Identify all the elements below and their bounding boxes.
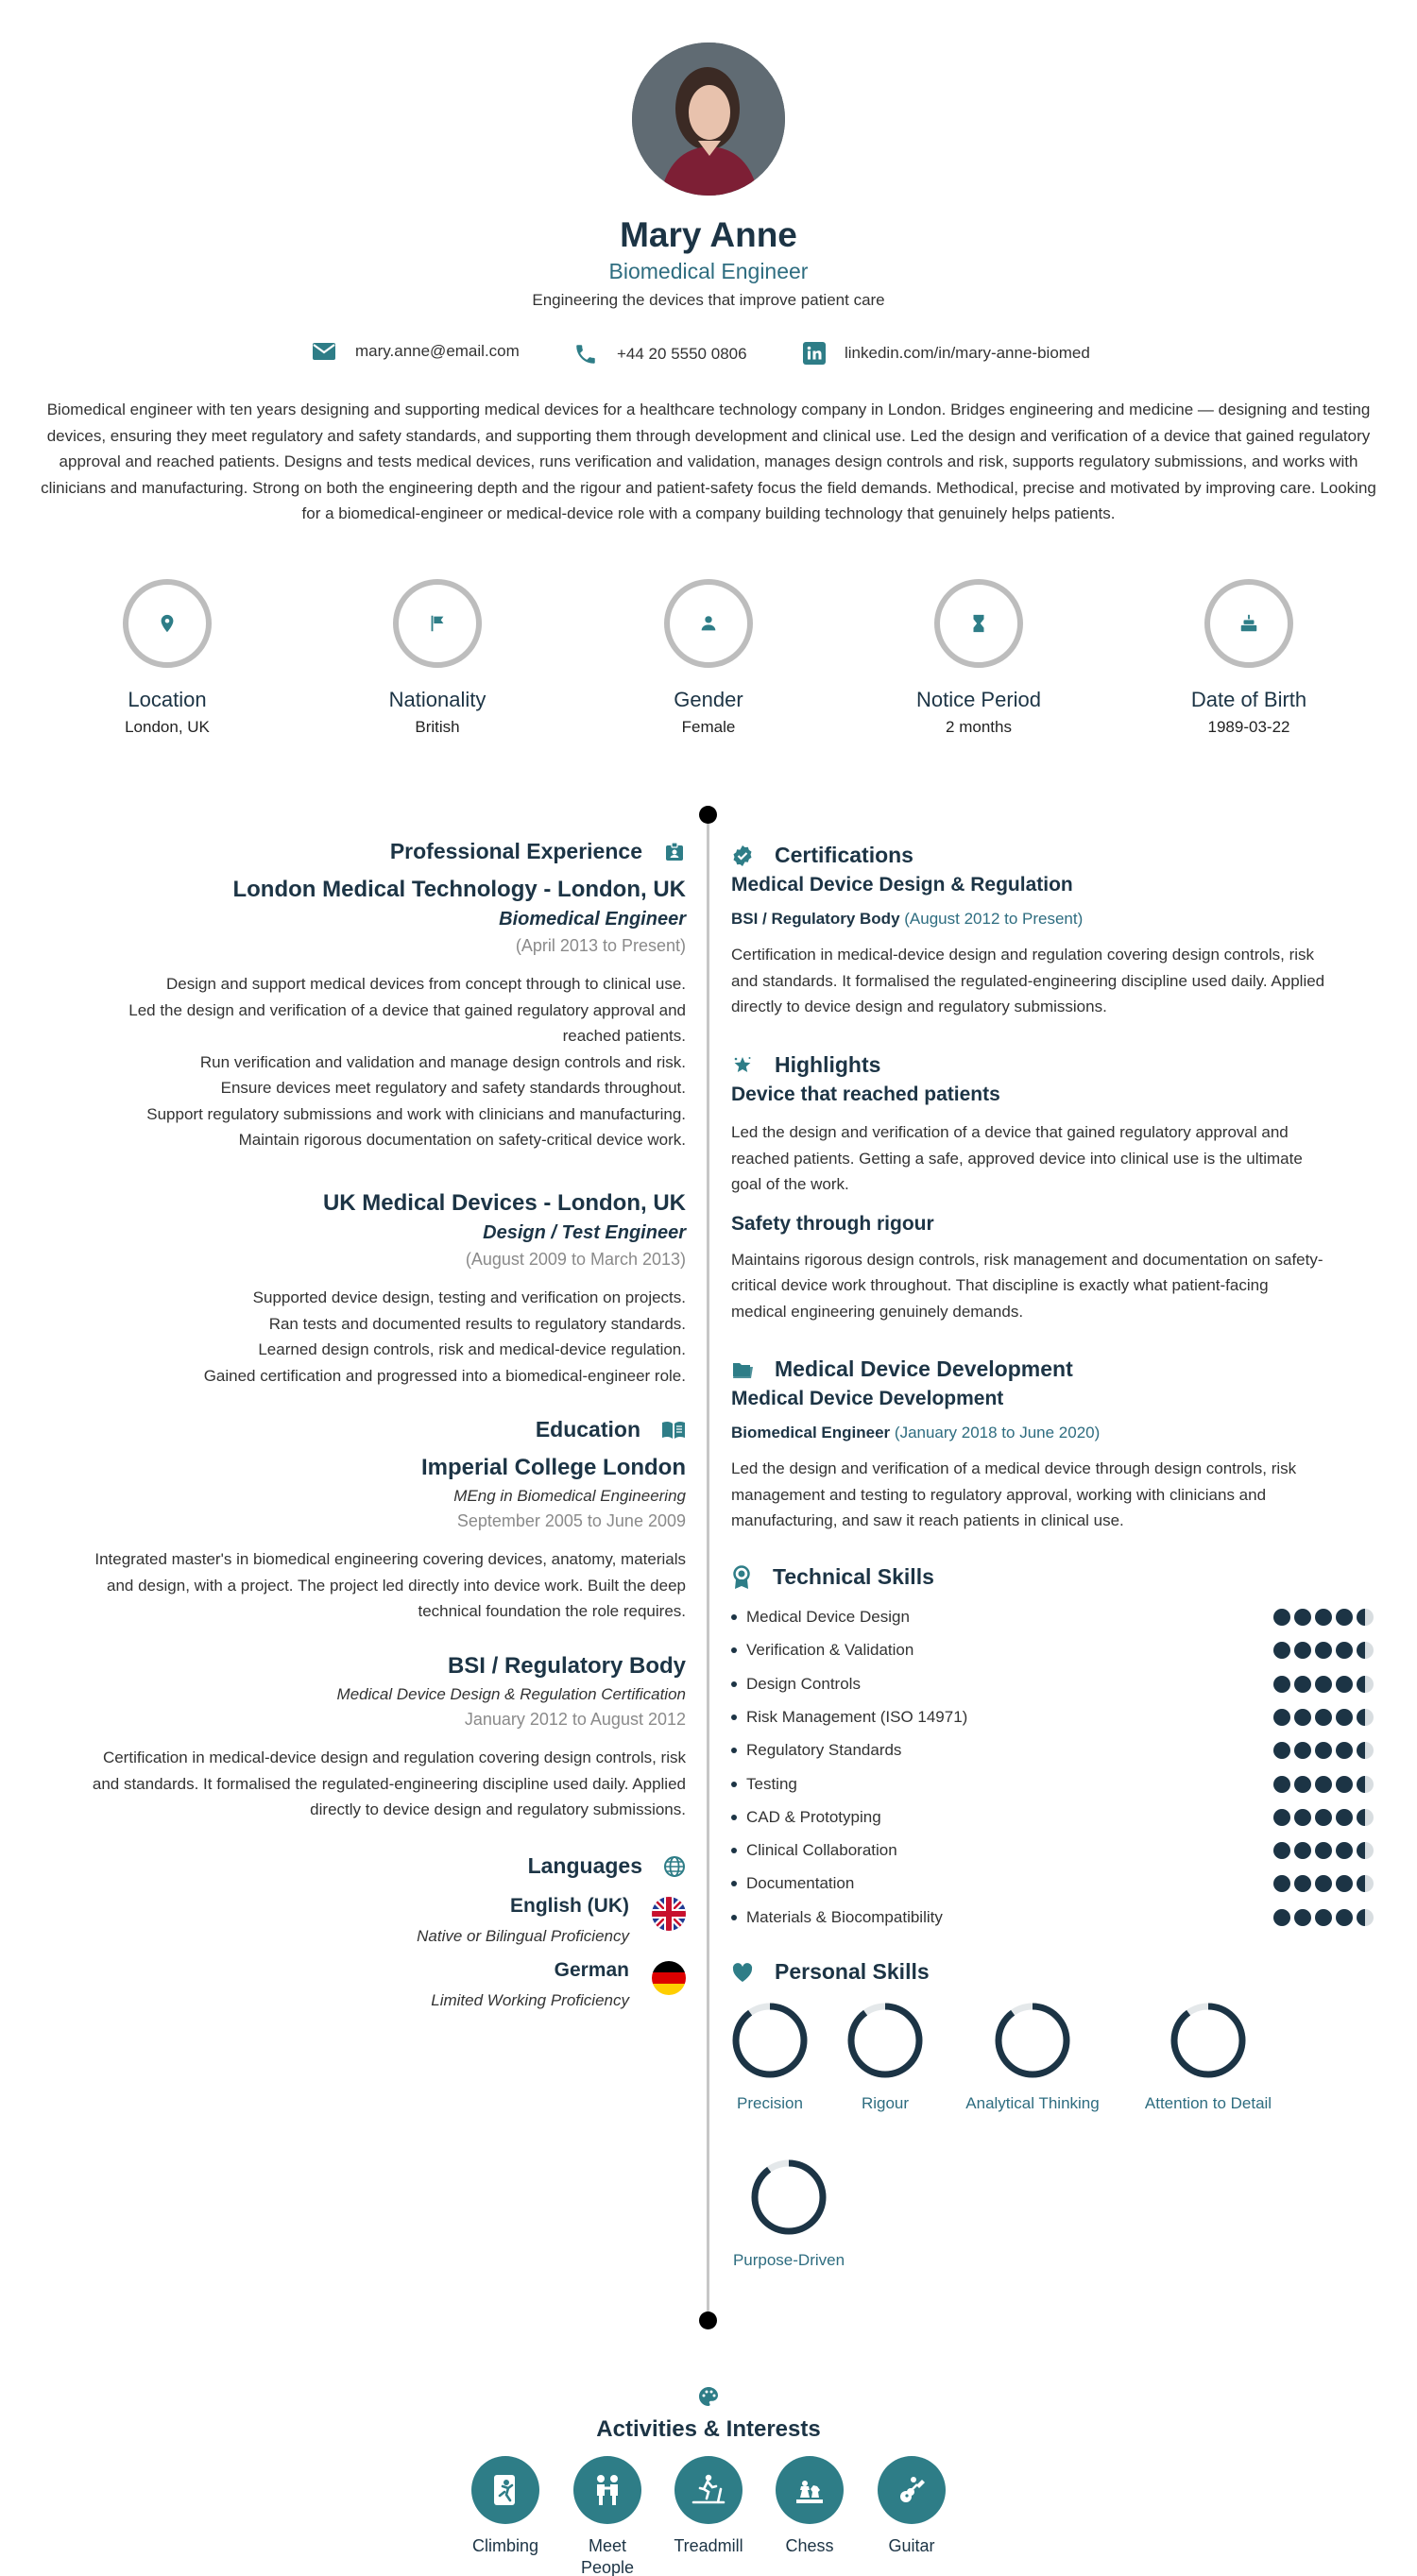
job-description bbox=[38, 971, 686, 1153]
highlight-line: Led the design and verification of a device that gained regulatory approval and bbox=[731, 1123, 1289, 1141]
treadmill-icon bbox=[690, 2471, 727, 2509]
interest-label: Climbing bbox=[471, 2536, 539, 2555]
job-line: Design and support medical devices from concept through to clinical use. bbox=[166, 975, 686, 993]
uk-flag-icon bbox=[652, 1897, 686, 1931]
rating-dot bbox=[1273, 1676, 1290, 1693]
skill-rating bbox=[1270, 1709, 1374, 1726]
personal-skills-list bbox=[731, 2001, 1374, 2284]
rating-dot bbox=[1336, 1809, 1353, 1826]
rating-dot bbox=[1315, 1742, 1332, 1759]
section-title: Personal Skills bbox=[775, 1959, 930, 1984]
education-line: and design, with a project. The project led directly into device work. Built the deep bbox=[107, 1576, 686, 1595]
skill-row bbox=[731, 1639, 1374, 1662]
personal-skill-item bbox=[943, 2001, 1122, 2113]
info-value: 2 months bbox=[946, 718, 1012, 736]
skill-name: Regulatory Standards bbox=[746, 1741, 902, 1760]
rating-dot bbox=[1273, 1609, 1290, 1626]
candidate-tagline: Engineering the devices that improve patient care bbox=[532, 291, 885, 309]
rating-dot bbox=[1273, 1909, 1290, 1926]
skill-rating bbox=[1270, 1842, 1374, 1859]
info-circle bbox=[934, 579, 1023, 668]
info-location bbox=[73, 579, 262, 737]
rating-dot bbox=[1357, 1742, 1374, 1759]
rating-dot bbox=[1273, 1875, 1290, 1892]
personal-skill-item bbox=[828, 2001, 942, 2113]
candidate-title: Biomedical Engineer bbox=[608, 259, 809, 283]
phone-text: +44 20 5550 0806 bbox=[617, 345, 747, 363]
interest-item bbox=[565, 2456, 650, 2576]
certification-dates: (August 2012 to Present) bbox=[904, 910, 1084, 928]
skill-name: Documentation bbox=[746, 1874, 855, 1893]
interest-label: Guitar bbox=[888, 2536, 935, 2555]
rating-dot bbox=[1336, 1709, 1353, 1726]
folder-icon bbox=[731, 1359, 754, 1380]
technical-skills-section bbox=[731, 1564, 1374, 1590]
info-date-of-birth bbox=[1154, 579, 1343, 737]
interest-item bbox=[463, 2456, 548, 2557]
rating-dot bbox=[1315, 1909, 1332, 1926]
highlight-title: Safety through rigour bbox=[731, 1212, 934, 1235]
education-line: Certification in medical-device design and regulation covering design controls, risk bbox=[102, 1749, 686, 1766]
personal-skill-label: Attention to Detail bbox=[1144, 2094, 1272, 2112]
job-entry bbox=[38, 1190, 686, 1389]
rating-dot bbox=[1357, 1642, 1374, 1659]
rating-dot bbox=[1336, 1776, 1353, 1793]
bullet bbox=[731, 1614, 737, 1620]
location-pin-icon bbox=[157, 613, 178, 634]
certification-issuer: BSI / Regulatory Body bbox=[731, 910, 900, 928]
info-circle bbox=[1204, 579, 1293, 668]
rating-dot bbox=[1336, 1609, 1353, 1626]
skill-rating bbox=[1270, 1909, 1374, 1926]
rating-dot bbox=[1294, 1842, 1311, 1859]
rating-dot bbox=[1294, 1809, 1311, 1826]
personal-skill-item bbox=[1118, 2001, 1298, 2113]
rating-dot bbox=[1315, 1875, 1332, 1892]
info-label: Notice Period bbox=[915, 688, 1042, 711]
rating-dot bbox=[1357, 1809, 1374, 1826]
ring-progress bbox=[999, 2006, 1067, 2074]
bullet bbox=[731, 1647, 737, 1653]
germany-flag-icon bbox=[652, 1961, 686, 1995]
email-text: mary.anne@email.com bbox=[355, 342, 520, 360]
skill-row bbox=[731, 1806, 1374, 1829]
skill-row bbox=[731, 1872, 1374, 1895]
highlights-section bbox=[731, 1052, 1374, 1324]
language-name: English (UK) bbox=[510, 1895, 629, 1917]
education-degree: MEng in Biomedical Engineering bbox=[453, 1487, 686, 1505]
section-title: Professional Experience bbox=[389, 839, 642, 863]
chess-icon bbox=[791, 2471, 828, 2509]
job-description bbox=[38, 1285, 686, 1389]
certification-title: Medical Device Design & Regulation bbox=[731, 874, 1073, 896]
personal-skill-item bbox=[723, 2158, 855, 2270]
rating-dot bbox=[1294, 1642, 1311, 1659]
project-section bbox=[731, 1356, 1374, 1534]
education-description bbox=[38, 1745, 686, 1823]
info-label: Gender bbox=[674, 688, 743, 711]
bullet bbox=[731, 1915, 737, 1920]
highlight-line: reached patients. Getting a safe, approved device into clinical use is the ultimate bbox=[731, 1149, 1303, 1168]
bullet bbox=[731, 1881, 737, 1886]
ring-progress bbox=[755, 2163, 823, 2231]
section-title: Medical Device Development bbox=[775, 1356, 1073, 1381]
interests-heading: Activities & Interests bbox=[596, 2416, 821, 2442]
email-icon bbox=[312, 342, 336, 361]
info-value: British bbox=[415, 718, 460, 736]
certification-line: directly to device design and regulatory submissions. bbox=[731, 998, 1107, 1015]
languages-heading bbox=[38, 1853, 686, 1879]
job-role: Biomedical Engineer bbox=[499, 909, 686, 930]
skill-rating bbox=[1270, 1875, 1374, 1892]
info-notice-period bbox=[884, 579, 1073, 737]
rating-dot bbox=[1315, 1776, 1332, 1793]
rating-dot bbox=[1294, 1609, 1311, 1626]
award-ribbon-icon bbox=[731, 1565, 752, 1590]
rating-dot bbox=[1357, 1842, 1374, 1859]
cake-icon bbox=[1238, 613, 1259, 634]
education-institution: BSI / Regulatory Body bbox=[447, 1653, 686, 1679]
rating-dot bbox=[1315, 1609, 1332, 1626]
experience-heading bbox=[38, 839, 686, 864]
rating-dot bbox=[1357, 1709, 1374, 1726]
bullet bbox=[731, 1848, 737, 1853]
rating-dot bbox=[1294, 1742, 1311, 1759]
project-title: Medical Device Development bbox=[731, 1388, 1004, 1409]
interest-label: Meet People bbox=[580, 2536, 635, 2576]
contact-phone[interactable] bbox=[573, 342, 747, 367]
rating-dot bbox=[1336, 1742, 1353, 1759]
rating-dot bbox=[1315, 1809, 1332, 1826]
linkedin-text: linkedin.com/in/mary-anne-biomed bbox=[845, 344, 1090, 362]
profile-photo bbox=[632, 43, 785, 196]
skill-rating bbox=[1270, 1642, 1374, 1659]
rating-dot bbox=[1294, 1909, 1311, 1926]
highlight-title: Device that reached patients bbox=[731, 1083, 1000, 1105]
language-name: German bbox=[554, 1959, 629, 1981]
rating-dot bbox=[1336, 1909, 1353, 1926]
rating-dot bbox=[1357, 1676, 1374, 1693]
interest-circle bbox=[878, 2456, 946, 2524]
skill-ring bbox=[1169, 2001, 1248, 2080]
info-value: 1989-03-22 bbox=[1207, 718, 1290, 736]
rating-dot bbox=[1336, 1875, 1353, 1892]
education-degree: Medical Device Design & Regulation Certification bbox=[336, 1685, 686, 1703]
rating-dot bbox=[1315, 1842, 1332, 1859]
education-dates: September 2005 to June 2009 bbox=[456, 1511, 686, 1530]
job-entry bbox=[38, 877, 686, 1153]
skill-row bbox=[731, 1906, 1374, 1929]
timeline-dot-top bbox=[699, 806, 717, 824]
rating-dot bbox=[1273, 1642, 1290, 1659]
job-line: Run verification and validation and manage design controls and risk. bbox=[199, 1052, 686, 1071]
job-line: Ensure devices meet regulatory and safety standards throughout. bbox=[220, 1079, 686, 1097]
skill-row bbox=[731, 1706, 1374, 1729]
skill-ring bbox=[730, 2001, 810, 2080]
rating-dot bbox=[1357, 1776, 1374, 1793]
education-entry bbox=[38, 1653, 686, 1823]
climbing-icon bbox=[487, 2471, 524, 2509]
certification-line: and standards. It formalised the regulated-engineering discipline used daily. Applied bbox=[731, 971, 1325, 990]
job-line: Support regulatory submissions and work with clinicians and manufacturing. bbox=[146, 1104, 686, 1123]
project-line: manufacturing, and saw it reach patients in clinical use. bbox=[731, 1511, 1124, 1529]
info-circle bbox=[123, 579, 212, 668]
info-value: Female bbox=[681, 718, 736, 736]
highlight-line: medical engineering genuinely demands. bbox=[731, 1302, 1024, 1321]
job-line: Gained certification and progressed into a biomedical-engineer role. bbox=[203, 1366, 686, 1385]
personal-skill-item bbox=[713, 2001, 827, 2113]
rating-dot bbox=[1336, 1676, 1353, 1693]
interest-label: Chess bbox=[785, 2536, 834, 2555]
ring-progress bbox=[1174, 2006, 1242, 2074]
skill-name: Medical Device Design bbox=[746, 1608, 910, 1626]
skill-row bbox=[731, 1606, 1374, 1629]
education-line: directly to device design and regulatory submissions. bbox=[310, 1800, 686, 1818]
interest-circle bbox=[776, 2456, 844, 2524]
section-title: Education bbox=[535, 1417, 640, 1442]
info-circle bbox=[393, 579, 482, 668]
skill-rating bbox=[1270, 1742, 1374, 1759]
skill-ring bbox=[845, 2001, 925, 2080]
job-company: UK Medical Devices - London, UK bbox=[322, 1190, 686, 1216]
contact-linkedin[interactable] bbox=[803, 342, 1090, 365]
job-line: Maintain rigorous documentation on safety-critical device work. bbox=[238, 1131, 686, 1149]
interest-circle bbox=[674, 2456, 743, 2524]
job-role: Design / Test Engineer bbox=[483, 1222, 686, 1243]
personal-skills-section bbox=[731, 1959, 1374, 1985]
rating-dot bbox=[1294, 1776, 1311, 1793]
skill-rating bbox=[1270, 1609, 1374, 1626]
interest-item bbox=[767, 2456, 852, 2557]
education-line: technical foundation the role requires. bbox=[418, 1602, 686, 1620]
education-heading bbox=[38, 1417, 686, 1442]
timeline-dot-bottom bbox=[699, 2312, 717, 2329]
info-label: Nationality bbox=[388, 688, 487, 711]
rating-dot bbox=[1315, 1709, 1332, 1726]
id-badge-icon bbox=[663, 841, 686, 863]
job-line: Supported device design, testing and verification on projects. bbox=[252, 1288, 686, 1306]
project-line: Led the design and verification of a medical device through design controls, risk bbox=[731, 1459, 1297, 1477]
education-dates: January 2012 to August 2012 bbox=[464, 1710, 686, 1729]
rating-dot bbox=[1315, 1642, 1332, 1659]
rating-dot bbox=[1273, 1742, 1290, 1759]
interest-item bbox=[666, 2456, 751, 2557]
skill-name: Testing bbox=[746, 1774, 797, 1793]
job-dates: (August 2009 to March 2013) bbox=[465, 1250, 686, 1269]
bullet bbox=[731, 1681, 737, 1687]
globe-icon bbox=[663, 1855, 686, 1878]
certification-meta bbox=[731, 910, 1374, 929]
skill-name: Risk Management (ISO 14971) bbox=[746, 1707, 968, 1726]
profile-summary: Biomedical engineer with ten years designing and supporting medical devices for a healthcare technology company in London. Bridges engineering and medicine — designing and testing devices, ensuring they meet regulatory and safety standards, and supporting them through development and clinical use. Led the design and verification of a device that gained regulatory approval and reached patients. Designs and tests medical devices, runs verification and validation, manages design controls and risk, supports regulatory submissions, and works with clinicians and manufacturing. Strong on both the engineering depth and the rigour and patient-safety focus the field demands. Methodical, precise and motivated by improving care. Looking for a biomedical-engineer or medical-device role with a company building technology that genuinely helps patients. bbox=[41, 401, 1376, 522]
job-line: Ran tests and documented results to regulatory standards. bbox=[268, 1314, 686, 1333]
ring-progress bbox=[736, 2006, 804, 2074]
technical-skills-list bbox=[731, 1606, 1374, 1927]
meet-people-icon bbox=[589, 2471, 626, 2509]
certifications-section bbox=[731, 843, 1374, 1020]
highlight-description bbox=[731, 1247, 1374, 1325]
rating-dot bbox=[1315, 1676, 1332, 1693]
heart-icon bbox=[731, 1962, 754, 1983]
job-dates: (April 2013 to Present) bbox=[515, 936, 686, 955]
bullet bbox=[731, 1782, 737, 1787]
info-nationality bbox=[343, 579, 532, 737]
candidate-name: Mary Anne bbox=[620, 215, 797, 254]
skill-name: Clinical Collaboration bbox=[746, 1841, 897, 1860]
skill-row bbox=[731, 1673, 1374, 1696]
project-dates: (January 2018 to June 2020) bbox=[894, 1424, 1101, 1442]
verified-badge-icon bbox=[731, 844, 754, 867]
skill-rating bbox=[1270, 1676, 1374, 1693]
skill-ring bbox=[993, 2001, 1072, 2080]
linkedin-icon bbox=[803, 342, 826, 365]
highlight-line: Maintains rigorous design controls, risk management and documentation on safety- bbox=[731, 1250, 1323, 1269]
project-line: management and testing to regulatory approval, working with clinicians and bbox=[731, 1485, 1267, 1504]
bullet bbox=[731, 1714, 737, 1720]
info-value: London, UK bbox=[125, 718, 210, 736]
job-line: Led the design and verification of a device that gained regulatory approval and bbox=[128, 1000, 686, 1019]
rating-dot bbox=[1357, 1875, 1374, 1892]
section-title: Technical Skills bbox=[773, 1564, 934, 1589]
highlight-description bbox=[731, 1119, 1374, 1198]
rating-dot bbox=[1357, 1609, 1374, 1626]
education-institution: Imperial College London bbox=[420, 1455, 686, 1480]
section-title: Languages bbox=[527, 1853, 642, 1878]
skill-rating bbox=[1270, 1809, 1374, 1826]
project-meta bbox=[731, 1424, 1374, 1442]
rating-dot bbox=[1336, 1842, 1353, 1859]
section-title: Certifications bbox=[775, 843, 913, 867]
person-icon bbox=[698, 613, 719, 634]
section-title: Highlights bbox=[775, 1052, 881, 1077]
rating-dot bbox=[1294, 1875, 1311, 1892]
rating-dot bbox=[1357, 1909, 1374, 1926]
bullet bbox=[731, 1815, 737, 1820]
certification-line: Certification in medical-device design and regulation covering design controls, risk bbox=[731, 946, 1315, 964]
guitar-icon bbox=[893, 2471, 930, 2509]
job-company: London Medical Technology - London, UK bbox=[232, 877, 686, 902]
interest-label: Treadmill bbox=[674, 2536, 743, 2555]
language-level: Limited Working Proficiency bbox=[431, 1991, 629, 2009]
open-book-icon bbox=[661, 1420, 686, 1441]
interest-circle bbox=[471, 2456, 539, 2524]
rating-dot bbox=[1294, 1676, 1311, 1693]
skill-row bbox=[731, 1773, 1374, 1796]
star-burst-icon bbox=[731, 1054, 754, 1077]
rating-dot bbox=[1273, 1709, 1290, 1726]
highlight-line: goal of the work. bbox=[731, 1175, 849, 1193]
job-line: reached patients. bbox=[562, 1027, 686, 1045]
palette-icon bbox=[697, 2385, 720, 2408]
highlight-line: critical device work throughout. That discipline is exactly what patient-facing bbox=[731, 1276, 1269, 1294]
personal-skill-label: Rigour bbox=[861, 2094, 910, 2112]
project-role: Biomedical Engineer bbox=[731, 1424, 891, 1442]
info-circle bbox=[664, 579, 753, 668]
project-description bbox=[731, 1456, 1374, 1534]
skill-row bbox=[731, 1839, 1374, 1862]
contact-email[interactable] bbox=[312, 342, 520, 361]
skill-name: Design Controls bbox=[746, 1674, 861, 1693]
rating-dot bbox=[1273, 1809, 1290, 1826]
info-gender bbox=[614, 579, 803, 737]
education-entry bbox=[38, 1455, 686, 1625]
interest-item bbox=[869, 2456, 954, 2557]
personal-skill-label: Precision bbox=[737, 2094, 803, 2112]
language-item bbox=[38, 1895, 686, 1946]
skill-name: Materials & Biocompatibility bbox=[746, 1907, 943, 1926]
ring-progress bbox=[851, 2006, 919, 2074]
education-line: Integrated master's in biomedical engineering covering devices, anatomy, materials bbox=[94, 1550, 686, 1568]
education-description bbox=[38, 1546, 686, 1625]
info-label: Location bbox=[128, 688, 207, 711]
certification-description bbox=[731, 942, 1374, 1020]
skill-row bbox=[731, 1739, 1374, 1762]
rating-dot bbox=[1273, 1842, 1290, 1859]
education-line: and standards. It formalised the regulated-engineering discipline used daily. Applied bbox=[92, 1774, 686, 1793]
info-label: Date of Birth bbox=[1190, 688, 1307, 711]
flag-icon bbox=[427, 613, 448, 634]
job-line: Learned design controls, risk and medical-device regulation. bbox=[258, 1340, 686, 1358]
interest-circle bbox=[573, 2456, 641, 2524]
rating-dot bbox=[1294, 1709, 1311, 1726]
timeline-line bbox=[707, 814, 709, 2320]
phone-icon bbox=[573, 342, 598, 367]
skill-ring bbox=[749, 2158, 828, 2237]
personal-skill-label: Analytical Thinking bbox=[965, 2094, 1100, 2112]
language-level: Native or Bilingual Proficiency bbox=[417, 1927, 629, 1945]
bullet bbox=[731, 1748, 737, 1753]
skill-name: CAD & Prototyping bbox=[746, 1807, 881, 1826]
rating-dot bbox=[1336, 1642, 1353, 1659]
language-item bbox=[38, 1959, 686, 2010]
skill-name: Verification & Validation bbox=[746, 1641, 914, 1660]
hourglass-icon bbox=[968, 613, 989, 634]
personal-skill-label: Purpose-Driven bbox=[732, 2251, 845, 2269]
skill-rating bbox=[1270, 1776, 1374, 1793]
rating-dot bbox=[1273, 1776, 1290, 1793]
